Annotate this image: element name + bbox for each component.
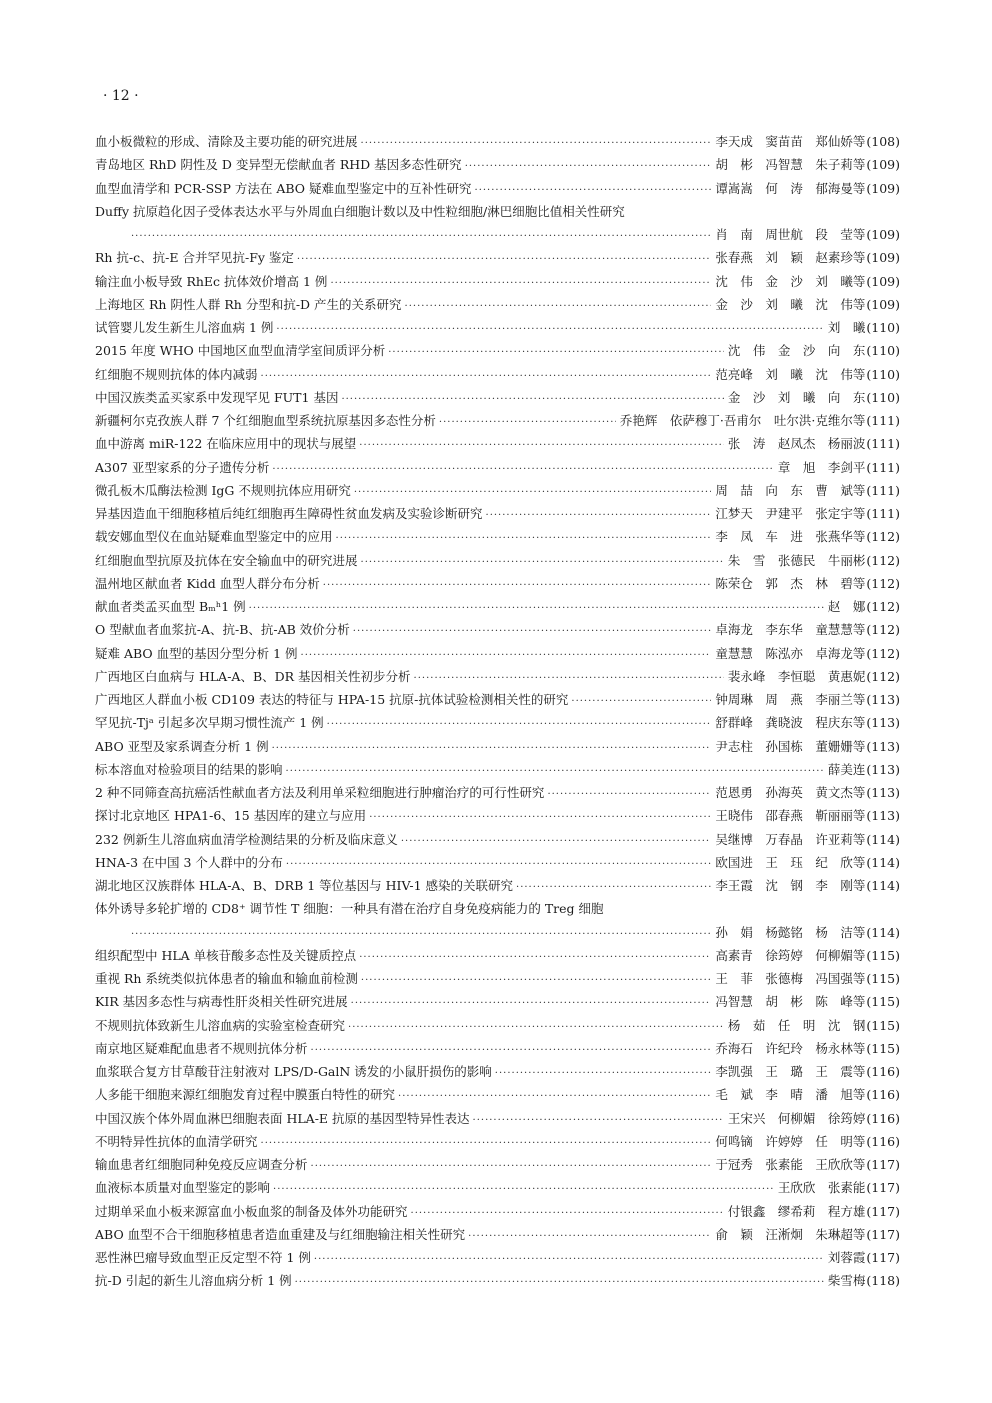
toc-entry — [95, 1176, 900, 1199]
entry-page: (112) — [866, 599, 900, 614]
entry-page: (112) — [866, 645, 900, 661]
entry-title: 恶性淋巴瘤导致血型正反定型不符 1 例 — [95, 1250, 311, 1265]
toc-entry — [95, 432, 900, 455]
entry-title: 异基因造血干细胞移植后纯红细胞再生障碍性贫血发病及实验诊断研究 — [95, 506, 483, 521]
entry-page: (116) — [866, 1087, 900, 1103]
entry-authors: 李凯强 王 璐 王 震等 — [715, 1064, 866, 1079]
dot-leader — [327, 713, 712, 736]
entry-page: (116) — [866, 1133, 900, 1149]
entry-page: (115) — [866, 1040, 900, 1056]
entry-page: (109) — [866, 227, 900, 242]
toc-entry — [95, 1130, 900, 1153]
toc-entry — [95, 1014, 900, 1037]
entry-title: HNA-3 在中国 3 个人群中的分布 — [95, 854, 283, 870]
entry-authors: 金 沙 刘 曦 向 东 — [727, 389, 866, 405]
entry-authors: 金 沙 刘 曦 沈 伟等 — [715, 296, 866, 312]
dot-leader — [311, 1155, 712, 1178]
toc-entry — [95, 153, 900, 176]
entry-authors: 刘 曦 — [827, 320, 866, 335]
entry-page: (113) — [866, 808, 900, 824]
entry-page: (117) — [866, 1157, 900, 1172]
dot-leader — [295, 1271, 824, 1294]
dot-leader — [353, 620, 712, 643]
toc-entry — [95, 874, 900, 897]
entry-authors: 肖 南 周世航 段 莹等 — [715, 227, 866, 242]
dot-leader — [547, 783, 711, 806]
toc-entry — [95, 897, 900, 920]
entry-page: (117) — [866, 1226, 900, 1242]
entry-page: (111) — [866, 413, 900, 428]
entry-page: (113) — [866, 692, 900, 707]
entry-authors: 沈 伟 金 沙 向 东 — [727, 343, 866, 359]
entry-page: (112) — [866, 622, 900, 638]
entry-title: 广西地区白血病与 HLA-A、B、DR 基因相关性初步分析 — [95, 668, 411, 684]
dot-leader — [411, 1202, 724, 1225]
toc-entry — [95, 1060, 900, 1083]
entry-title: 重视 Rh 系统类似抗体患者的输血和输血前检测 — [95, 971, 358, 986]
entry-title: 微孔板木瓜酶法检测 IgG 不规则抗体应用研究 — [95, 482, 351, 498]
entry-page: (114) — [866, 831, 900, 847]
entry-title: 红细胞不规则抗体的体内减弱 — [95, 366, 258, 382]
entry-title: 不明特异性抗体的血清学研究 — [95, 1133, 258, 1149]
entry-authors: 卓海龙 李东华 童慧慧等 — [715, 622, 866, 638]
dot-leader — [486, 504, 712, 527]
dot-leader — [273, 1178, 774, 1201]
dot-leader — [323, 574, 712, 597]
entry-page: (111) — [866, 459, 900, 475]
entry-page: (117) — [866, 1203, 900, 1219]
entry-page: (113) — [866, 738, 900, 754]
toc-entry — [95, 1037, 900, 1060]
dot-leader — [361, 551, 724, 574]
dot-leader — [516, 876, 711, 899]
entry-page: (109) — [866, 157, 900, 173]
toc-entry — [95, 293, 900, 316]
entry-page: (115) — [866, 971, 900, 986]
entry-page: (109) — [866, 273, 900, 289]
entry-page: (114) — [866, 854, 900, 870]
entry-title: 罕见抗-Tjᵃ 引起多次早期习惯性流产 1 例 — [95, 715, 324, 731]
entry-authors: 高素青 徐筠婷 何柳媚等 — [715, 947, 866, 963]
toc-entry — [95, 339, 900, 362]
entry-title: 人多能干细胞来源红细胞发育过程中膜蛋白特性的研究 — [95, 1087, 396, 1103]
entry-title: 标本溶血对检验项目的结果的影响 — [95, 761, 283, 777]
toc-entry — [95, 851, 900, 874]
dot-leader — [131, 225, 711, 248]
toc-entry — [95, 1107, 900, 1130]
entry-page: (112) — [866, 529, 900, 545]
toc-entry — [95, 479, 900, 502]
dot-leader — [272, 458, 773, 481]
entry-authors: 沈 伟 金 沙 刘 曦等 — [715, 273, 866, 289]
entry-authors: 李王霞 沈 钢 李 刚等 — [715, 878, 866, 893]
entry-title: 血型血清学和 PCR-SSP 方法在 ABO 疑难血型鉴定中的互补性研究 — [95, 180, 472, 196]
dot-leader — [301, 644, 712, 667]
entry-title: 载安娜血型仪在血站疑难血型鉴定中的应用 — [95, 529, 333, 545]
entry-page: (114) — [866, 924, 900, 940]
entry-authors: 李 凤 车 进 张燕华等 — [715, 529, 866, 545]
entry-page: (114) — [866, 878, 900, 893]
toc-entry — [95, 549, 900, 572]
dot-leader — [465, 155, 712, 178]
entry-page: (110) — [866, 366, 900, 382]
entry-authors: 周 喆 向 东 曹 斌等 — [715, 482, 866, 498]
entry-authors: 裴永峰 李恒聪 黄惠妮 — [727, 668, 866, 684]
entry-page: (113) — [866, 761, 900, 777]
entry-authors: 俞 颖 汪淅炯 朱琳超等 — [715, 1226, 866, 1242]
toc-entry — [95, 572, 900, 595]
dot-leader — [468, 1225, 711, 1248]
toc-entry — [95, 688, 900, 711]
entry-title: 疑难 ABO 血型的基因分型分析 1 例 — [95, 645, 298, 661]
toc-entry — [95, 1200, 900, 1223]
entry-page: (117) — [866, 1180, 900, 1196]
entry-page: (117) — [866, 1250, 900, 1265]
dot-leader — [261, 1132, 712, 1155]
toc-entry — [95, 1246, 900, 1269]
entry-authors: 李天成 窦苗苗 郑仙娇等 — [715, 134, 866, 149]
entry-authors: 乔海石 许纪玲 杨永林等 — [715, 1040, 866, 1056]
table-of-contents — [95, 130, 900, 1293]
entry-title: KIR 基因多态性与病毒性肝炎相关性研究进展 — [95, 994, 348, 1010]
dot-leader — [261, 365, 712, 388]
entry-page: (110) — [866, 389, 900, 405]
entry-authors: 陈荣仓 郭 杰 林 碧等 — [715, 575, 866, 591]
entry-authors: 赵 娜 — [827, 599, 866, 614]
toc-entry — [95, 456, 900, 479]
entry-title: 组织配型中 HLA 单核苷酸多态性及关键质控点 — [95, 947, 357, 963]
dot-leader — [571, 690, 711, 713]
entry-title: 广西地区人群血小板 CD109 表达的特征与 HPA-15 抗原-抗体试验检测相关性的研究 — [95, 692, 569, 707]
entry-title: ABO 血型不合干细胞移植患者造血重建及与红细胞输注相关性研究 — [95, 1226, 466, 1242]
entry-authors: 柴雪梅 — [827, 1273, 866, 1289]
toc-entry — [95, 781, 900, 804]
entry-authors: 章 旭 李剑平 — [777, 459, 866, 475]
toc-entry — [95, 130, 900, 153]
entry-page: (118) — [866, 1273, 900, 1289]
toc-entry — [95, 711, 900, 734]
toc-entry — [95, 758, 900, 781]
entry-title: 输血患者红细胞同种免疫反应调查分析 — [95, 1157, 308, 1172]
entry-title: 血小板微粒的形成、清除及主要功能的研究进展 — [95, 134, 358, 149]
toc-entry — [95, 270, 900, 293]
entry-authors: 乔艳辉 依萨穆丁·吾甫尔 吐尔洪·克维尔等 — [619, 413, 866, 428]
entry-authors: 童慧慧 陈泓亦 卓海龙等 — [715, 645, 866, 661]
entry-title: 青岛地区 RhD 阴性及 D 变异型无偿献血者 RHD 基因多态性研究 — [95, 157, 462, 173]
toc-entry — [95, 665, 900, 688]
toc-entry — [95, 177, 900, 200]
dot-leader — [272, 737, 712, 760]
entry-page: (113) — [866, 785, 900, 800]
entry-authors: 尹志柱 孙国栋 董姗姗等 — [715, 738, 866, 754]
toc-entry — [95, 363, 900, 386]
toc-entry — [95, 804, 900, 827]
entry-title: 232 例新生儿溶血病血清学检测结果的分析及临床意义 — [95, 831, 398, 847]
entry-authors: 毛 斌 李 晴 潘 旭等 — [715, 1087, 866, 1103]
dot-leader — [475, 179, 712, 202]
dot-leader — [276, 318, 823, 341]
toc-entry — [95, 735, 900, 758]
toc-entry — [95, 944, 900, 967]
entry-page: (115) — [866, 994, 900, 1010]
toc-entry — [95, 1269, 900, 1292]
toc-entry — [95, 828, 900, 851]
entry-authors: 薛美连 — [827, 761, 866, 777]
entry-page: (111) — [866, 506, 900, 521]
dot-leader — [336, 527, 712, 550]
toc-entry — [95, 386, 900, 409]
entry-authors: 江梦天 尹建平 张定宇等 — [715, 506, 866, 521]
entry-authors: 于冠秀 张素能 王欣欣等 — [715, 1157, 866, 1172]
entry-title: 2 种不同筛查高抗癌活性献血者方法及利用单采粒细胞进行肿瘤治疗的可行性研究 — [95, 785, 545, 800]
toc-entry — [95, 200, 900, 223]
entry-authors: 胡 彬 冯智慧 朱子莉等 — [715, 157, 866, 173]
toc-entry — [95, 525, 900, 548]
entry-page: (112) — [866, 552, 900, 568]
entry-authors: 何鸣镝 许婷婷 任 明等 — [715, 1133, 866, 1149]
toc-entry — [95, 246, 900, 269]
entry-authors: 吴继博 万春晶 许亚莉等 — [715, 831, 866, 847]
entry-page: (110) — [866, 343, 900, 359]
dot-leader — [414, 667, 724, 690]
entry-title: 上海地区 Rh 阴性人群 Rh 分型和抗-D 产生的关系研究 — [95, 296, 402, 312]
dot-leader — [314, 1248, 824, 1271]
toc-entry — [95, 1223, 900, 1246]
entry-title: 抗-D 引起的新生儿溶血病分析 1 例 — [95, 1273, 292, 1289]
entry-authors: 付银鑫 缪希莉 程方雄 — [727, 1203, 866, 1219]
dot-leader — [351, 992, 712, 1015]
dot-leader — [398, 1085, 711, 1108]
entry-page: (113) — [866, 715, 900, 731]
dot-leader — [439, 411, 616, 434]
toc-entry — [95, 223, 900, 246]
entry-title: 2015 年度 WHO 中国地区血型血清学室间质评分析 — [95, 343, 386, 359]
entry-authors: 冯智慧 胡 彬 陈 峰等 — [715, 994, 866, 1010]
entry-title: 新疆柯尔克孜族人群 7 个红细胞血型系统抗原基因多态性分析 — [95, 413, 436, 428]
entry-authors: 杨 茹 任 明 沈 钢 — [727, 1017, 866, 1033]
dot-leader — [405, 295, 712, 318]
dot-leader — [473, 1109, 724, 1132]
dot-leader — [330, 272, 711, 295]
toc-entry — [95, 618, 900, 641]
dot-leader — [369, 806, 711, 829]
dot-leader — [354, 481, 711, 504]
dot-leader — [249, 597, 824, 620]
entry-authors: 舒群峰 龚晓波 程庆东等 — [715, 715, 866, 731]
dot-leader — [361, 132, 712, 155]
dot-leader — [311, 1039, 712, 1062]
entry-page: (112) — [866, 668, 900, 684]
entry-authors: 谭嵩嵩 何 涛 郁海曼等 — [715, 180, 866, 196]
entry-page: (115) — [866, 1017, 900, 1033]
toc-entry — [95, 409, 900, 432]
toc-entry — [95, 595, 900, 618]
toc-entry — [95, 316, 900, 339]
entry-page: (116) — [866, 1064, 900, 1079]
entry-page: (116) — [866, 1110, 900, 1126]
entry-page: (111) — [866, 482, 900, 498]
entry-authors: 王晓伟 邵春燕 靳丽丽等 — [715, 808, 866, 824]
entry-authors: 范亮峰 刘 曦 沈 伟等 — [715, 366, 866, 382]
dot-leader — [495, 1062, 712, 1085]
entry-title: 湖北地区汉族群体 HLA-A、B、DRB 1 等位基因与 HIV-1 感染的关联研究 — [95, 878, 514, 893]
toc-entry — [95, 967, 900, 990]
toc-entry — [95, 1083, 900, 1106]
entry-authors: 孙 娟 杨懿铭 杨 洁等 — [715, 924, 866, 940]
entry-title: 体外诱导多轮扩增的 CD8⁺ 调节性 T 细胞：一种具有潜在治疗自身免疫病能力的 Treg 细胞 — [95, 901, 604, 917]
entry-page: (109) — [866, 180, 900, 196]
entry-authors: 范恩勇 孙海英 黄文杰等 — [715, 785, 866, 800]
entry-authors: 钟周琳 周 燕 李丽兰等 — [715, 692, 866, 707]
dot-leader — [388, 341, 724, 364]
entry-page: (109) — [866, 250, 900, 266]
entry-page: (111) — [866, 436, 900, 452]
entry-title: 献血者类孟买血型 Bₘʰ1 例 — [95, 599, 246, 614]
entry-title: 温州地区献血者 Kidd 血型人群分布分析 — [95, 575, 320, 591]
toc-entry — [95, 921, 900, 944]
dot-leader — [286, 853, 711, 876]
dot-leader — [401, 830, 712, 853]
entry-page: (110) — [866, 320, 900, 335]
entry-authors: 张春燕 刘 颖 赵素珍等 — [715, 250, 866, 266]
entry-title: 红细胞血型抗原及抗体在安全输血中的研究进展 — [95, 552, 358, 568]
entry-title: 过期单采血小板来源富血小板血浆的制备及体外功能研究 — [95, 1203, 408, 1219]
dot-leader — [286, 760, 824, 783]
entry-authors: 欧国进 王 珏 纪 欣等 — [715, 854, 866, 870]
entry-page: (112) — [866, 575, 900, 591]
entry-page: (115) — [866, 947, 900, 963]
entry-authors: 刘蓉霞 — [827, 1250, 866, 1265]
toc-entry — [95, 642, 900, 665]
toc-entry — [95, 990, 900, 1013]
entry-page: (108) — [866, 134, 900, 149]
dot-leader — [359, 434, 724, 457]
entry-title: 不规则抗体致新生儿溶血病的实验室检查研究 — [95, 1017, 346, 1033]
entry-title: 输注血小板导致 RhEc 抗体效价增高 1 例 — [95, 273, 328, 289]
entry-authors: 王宋兴 何柳媚 徐筠婷 — [727, 1110, 866, 1126]
entry-title: Duffy 抗原趋化因子受体表达水平与外周血白细胞计数以及中性粒细胞/淋巴细胞比值相关性研究 — [95, 203, 625, 219]
entry-page: (109) — [866, 296, 900, 312]
entry-title: 中国汉族个体外周血淋巴细胞表面 HLA-E 抗原的基因型特异性表达 — [95, 1110, 470, 1126]
dot-leader — [341, 388, 723, 411]
entry-title: 血浆联合复方甘草酸苷注射液对 LPS/D-GalN 诱发的小鼠肝损伤的影响 — [95, 1064, 492, 1079]
entry-authors: 朱 雪 张德民 牛丽彬 — [727, 552, 866, 568]
dot-leader — [131, 923, 711, 946]
entry-authors: 张 涛 赵凤杰 杨丽波 — [727, 436, 866, 452]
page-number: · 12 · — [103, 88, 139, 104]
entry-title: 南京地区疑难配血患者不规则抗体分析 — [95, 1040, 308, 1056]
entry-title: 血中游离 miR-122 在临床应用中的现状与展望 — [95, 436, 357, 452]
dot-leader — [297, 248, 711, 271]
dot-leader — [359, 946, 711, 969]
entry-title: ABO 亚型及家系调查分析 1 例 — [95, 738, 269, 754]
entry-title: O 型献血者血浆抗-A、抗-B、抗-AB 效价分析 — [95, 622, 350, 638]
entry-authors: 王 菲 张德梅 冯国强等 — [715, 971, 866, 986]
entry-title: Rh 抗-c、抗-E 合并罕见抗-Fy 鉴定 — [95, 250, 294, 266]
entry-title: 试管婴儿发生新生儿溶血病 1 例 — [95, 320, 274, 335]
toc-entry — [95, 502, 900, 525]
entry-title: 中国汉族类孟买家系中发现罕见 FUT1 基因 — [95, 389, 339, 405]
entry-title: A307 亚型家系的分子遗传分析 — [95, 459, 270, 475]
entry-authors: 王欣欣 张素能 — [777, 1180, 866, 1196]
entry-title: 探讨北京地区 HPA1-6、15 基因库的建立与应用 — [95, 808, 367, 824]
toc-entry — [95, 1153, 900, 1176]
entry-title: 血液标本质量对血型鉴定的影响 — [95, 1180, 271, 1196]
dot-leader — [361, 969, 711, 992]
dot-leader — [348, 1016, 724, 1039]
